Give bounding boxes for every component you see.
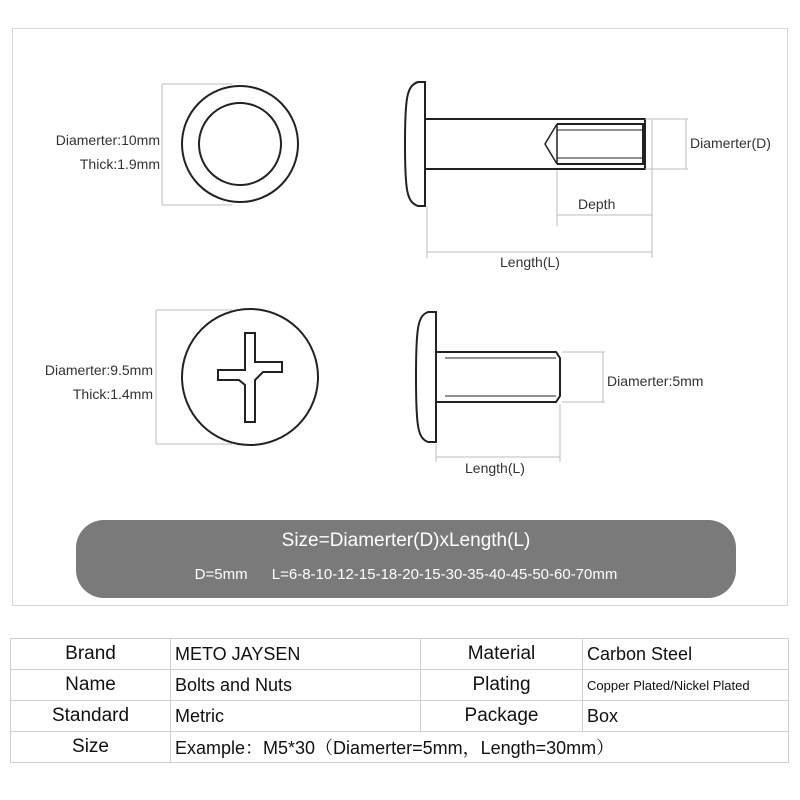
nut-diameter-label: Diamerter(D) <box>690 135 771 151</box>
screw-shank-diameter-label: Diamerter:5mm <box>607 373 704 389</box>
screw-thick-label: Thick:1.4mm <box>72 386 153 402</box>
nut-drill-cone <box>545 124 557 164</box>
spec-value-plating: Copper Plated/Nickel Plated <box>583 670 789 701</box>
spec-key-size: Size <box>11 732 171 763</box>
spec-key-package: Package <box>421 701 583 732</box>
banner-title: Size=Diamerter(D)xLength(L) <box>281 530 531 551</box>
spec-value-name: Bolts and Nuts <box>171 670 421 701</box>
spec-table <box>10 638 789 763</box>
table-row <box>11 670 789 701</box>
spec-key-name: Name <box>11 670 171 701</box>
table-row <box>11 701 789 732</box>
spec-key-material: Material <box>421 639 583 670</box>
screw-diameter-label: Diamerter:9.5mm <box>44 362 153 378</box>
screw-head-side <box>416 312 436 442</box>
spec-value-brand: METO JAYSEN <box>171 639 421 670</box>
ring-diameter-label: Diamerter:10mm <box>55 132 160 148</box>
screw-shank <box>436 352 560 402</box>
spec-value-size: Example：M5*30（Diamerter=5mm，Length=30mm） <box>171 732 789 763</box>
banner-values <box>76 566 736 583</box>
spec-key-standard: Standard <box>11 701 171 732</box>
screw-face-circle <box>182 309 318 445</box>
spec-value-package: Box <box>583 701 789 732</box>
banner-l-values: L=6-8-10-12-15-18-20-15-30-35-40-45-50-60-70mm <box>271 566 618 583</box>
table-row <box>11 639 789 670</box>
spec-value-material: Carbon Steel <box>583 639 789 670</box>
size-banner <box>76 520 736 598</box>
screw-length-label: Length(L) <box>465 460 525 476</box>
nut-barrel <box>425 119 645 169</box>
nut-head-side <box>405 82 425 206</box>
nut-length-label: Length(L) <box>500 254 560 270</box>
spec-key-brand: Brand <box>11 639 171 670</box>
table-row <box>11 732 789 763</box>
nut-depth-label: Depth <box>578 196 616 212</box>
spec-key-plating: Plating <box>421 670 583 701</box>
cross-slot <box>218 333 282 422</box>
nut-face-inner-circle <box>199 103 281 185</box>
banner-d-value: D=5mm <box>194 566 248 583</box>
ring-thick-label: Thick:1.9mm <box>79 156 160 172</box>
spec-value-standard: Metric <box>171 701 421 732</box>
